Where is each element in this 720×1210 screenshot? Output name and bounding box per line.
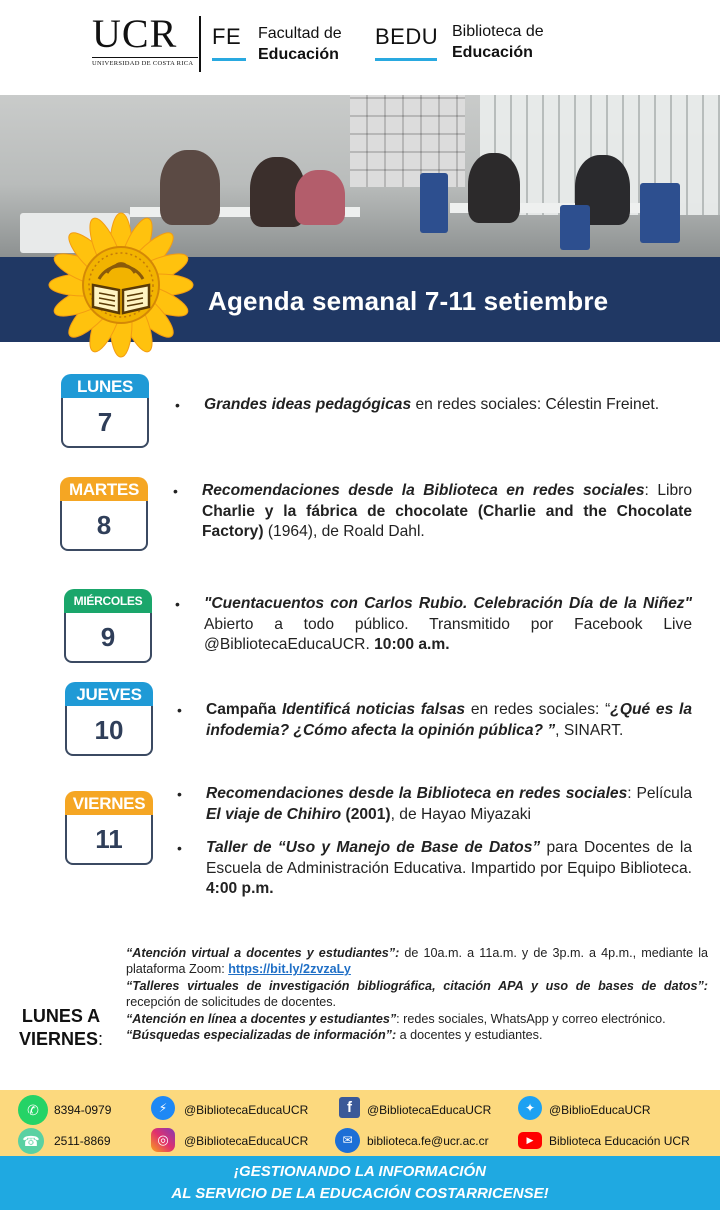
agenda-item-text: : Libro [644, 482, 693, 499]
weekdays-label-line1: LUNES A [21, 1006, 101, 1026]
photo-person [468, 153, 520, 223]
agenda-item-title: Campaña [206, 701, 282, 718]
agenda-item-title: Recomendaciones desde la Biblioteca en redes sociales [202, 482, 645, 499]
bedu-name-line1: Biblioteca de [452, 23, 544, 40]
agenda-item-text: en redes sociales: Célestin Freinet. [411, 396, 660, 413]
agenda-item-text: , SINART. [555, 721, 624, 739]
fe-name [258, 23, 342, 65]
agenda-item-text: Abierto a todo público. Transmitido por Facebook Live @BibliotecaEducaUCR. [204, 615, 692, 653]
agenda-item-viernes-2 [206, 838, 692, 900]
footer-line2: AL SERVICIO DE LA EDUCACIÓN COSTARRICENSE! [171, 1185, 549, 1202]
agenda-item-year: (2001) [341, 805, 391, 823]
fe-name-line1: Facultad de [258, 25, 342, 42]
bullet: • [177, 840, 182, 856]
twitter-icon: ✦ [518, 1096, 542, 1120]
agenda-item-jueves [206, 700, 692, 741]
fe-underline [212, 58, 246, 61]
email-address[interactable]: biblioteca.fe@ucr.ac.cr [367, 1134, 489, 1148]
calendar-day-number: 9 [64, 613, 152, 663]
agenda-item-title: Recomendaciones desde la Biblioteca en redes sociales [206, 785, 628, 802]
calendar-day-number: 10 [65, 706, 153, 756]
page-title: Agenda semanal 7-11 setiembre [208, 286, 609, 316]
agenda-item-text: , de Hayao Miyazaki [390, 805, 532, 823]
agenda-item-text: en redes sociales: “ [465, 701, 611, 718]
logo-divider [199, 16, 201, 72]
header [0, 0, 720, 95]
fe-name-line2: Educación [258, 46, 339, 63]
service-text: a docentes y estudiantes. [396, 1028, 543, 1043]
photo-glass-wall [350, 95, 465, 187]
calendar-day-label: LUNES [61, 374, 149, 398]
service-text: recepción de solicitudes de docentes. [126, 995, 337, 1010]
bedu-underline [375, 58, 437, 61]
weekdays-label-line2: VIERNES [18, 1029, 98, 1049]
contact-bar [0, 1090, 720, 1156]
calendar-martes [60, 477, 148, 551]
service-title: “Búsquedas especializadas de información”: [126, 1028, 397, 1043]
bullet: • [177, 786, 182, 802]
instagram-icon: ◎ [151, 1128, 175, 1152]
youtube-icon: ▶ [518, 1132, 542, 1149]
agenda-item-martes [202, 481, 692, 543]
service-online-attention [126, 1011, 708, 1027]
youtube-channel[interactable]: Biblioteca Educación UCR [549, 1134, 690, 1148]
service-title: “Talleres virtuales de investigación bibliográfica, citación APA y uso de bases de datos”: [126, 978, 708, 993]
calendar-day-label: JUEVES [65, 682, 153, 706]
calendar-lunes [61, 374, 149, 448]
agenda-item-time: 10:00 a.m. [374, 636, 450, 653]
service-workshops [126, 978, 708, 1011]
service-searches [126, 1027, 708, 1043]
fe-abbr: FE [212, 24, 242, 49]
photo-person [295, 170, 345, 225]
whatsapp-icon: ✆ [18, 1095, 48, 1125]
calendar-day-label: MARTES [60, 477, 148, 501]
calendar-viernes [65, 791, 153, 865]
service-virtual-attention [126, 945, 708, 978]
phone-icon: ☎ [18, 1128, 44, 1154]
agenda-item-film-title: El viaje de Chihiro [206, 805, 342, 823]
weekdays-services [126, 945, 708, 1043]
photo-chair [420, 173, 448, 233]
photo-chair [560, 205, 590, 250]
instagram-handle[interactable]: @BibliotecaEducaUCR [184, 1134, 309, 1148]
agenda-item-question: ¿Qué es la infodemia? ¿Cómo afecta la opinión pública? ” [206, 701, 693, 739]
calendar-day-label: MIÉRCOLES [64, 589, 152, 613]
zoom-link[interactable]: https://bit.ly/2zvzaLy [228, 962, 351, 977]
facebook-handle[interactable]: @BibliotecaEducaUCR [367, 1103, 492, 1117]
calendar-day-number: 7 [61, 398, 149, 448]
agenda-item-viernes-1 [206, 784, 692, 825]
messenger-icon: ⚡ [151, 1096, 175, 1120]
facebook-icon: f [339, 1097, 360, 1118]
calendar-day-number: 8 [60, 501, 148, 551]
messenger-handle[interactable]: @BibliotecaEducaUCR [184, 1103, 309, 1117]
agenda-item-time: 4:00 p.m. [206, 880, 274, 897]
photo-chair [640, 183, 680, 243]
weekdays-label [14, 1005, 108, 1051]
agenda-item-book-title: Charlie y la fábrica de chocolate (Charlie and the Chocolate Factory) [202, 502, 692, 540]
service-title: “Atención virtual a docentes y estudiantes”: [126, 946, 400, 960]
agenda-item-title: Grandes ideas pedagógicas [204, 396, 412, 413]
calendar-miercoles [64, 589, 152, 663]
bedu-abbr: BEDU [375, 24, 439, 49]
ucr-logo-subtitle: UNIVERSIDAD DE COSTA RICA [92, 57, 198, 67]
service-title: “Atención en línea a docentes y estudiantes” [126, 1011, 397, 1026]
service-text: : redes sociales, WhatsApp y correo electrónico. [396, 1011, 666, 1026]
agenda-item-text: (1964), de Roald Dahl. [263, 523, 425, 540]
bullet: • [175, 596, 180, 612]
footer-banner [0, 1156, 720, 1210]
service-text: de 10a.m. a 11a.m. y de 3p.m. a 4p.m., mediante la plataforma Zoom: [126, 946, 708, 977]
calendar-jueves [65, 682, 153, 756]
agenda-item-miercoles [204, 594, 692, 656]
agenda-item-text: para Docentes de la Escuela de Administración Educativa. Impartido por Equipo Biblioteca. [206, 839, 692, 877]
bullet: • [173, 483, 178, 499]
bedu-name-line2: Educación [452, 44, 533, 61]
agenda-item-title: "Cuentacuentos con Carlos Rubio. Celebración Día de la Niñez" [204, 595, 692, 612]
ucr-logo [92, 11, 198, 67]
whatsapp-number[interactable]: 8394-0979 [54, 1103, 112, 1117]
bedu-name [452, 21, 544, 63]
footer-line1: ¡GESTIONANDO LA INFORMACIÓN [234, 1163, 486, 1180]
bullet: • [177, 702, 182, 718]
agenda-item-title: Taller de “Uso y Manejo de Base de Datos” [206, 839, 541, 856]
agenda-item-campaign: Identificá noticias falsas [281, 701, 466, 718]
bullet: • [175, 397, 180, 413]
agenda-item-text: : Película [627, 785, 692, 802]
ucr-logo-text: UCR [92, 11, 178, 56]
phone-number[interactable]: 2511-8869 [54, 1134, 111, 1148]
calendar-day-label: VIERNES [65, 791, 153, 815]
email-icon: ✉ [335, 1128, 360, 1153]
agenda-item-lunes [204, 395, 704, 416]
sunflower-book-icon [46, 210, 196, 360]
calendar-day-number: 11 [65, 815, 153, 865]
weekdays-label-colon: : [98, 1029, 104, 1049]
twitter-handle[interactable]: @BiblioEducaUCR [549, 1103, 651, 1117]
